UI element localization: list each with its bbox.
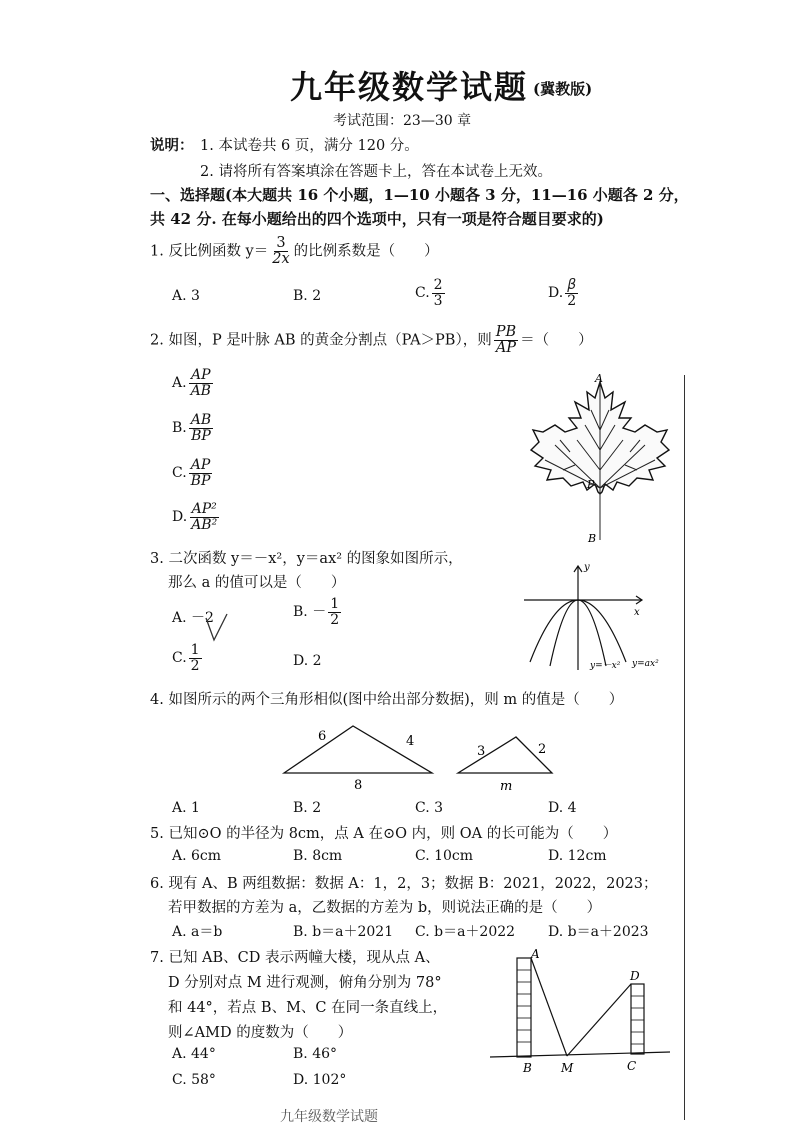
point-label-b: B	[523, 1061, 532, 1075]
exam-title: 九年级数学试题	[290, 68, 529, 106]
question-7-line-2: D 分别对点 M 进行观测，俯角分别为 78°	[168, 975, 442, 991]
question-5: 5. 已知⊙O 的半径为 8cm，点 A 在⊙O 内，则 OA 的长可能为（ ）	[150, 826, 618, 842]
maple-leaf-figure	[525, 370, 675, 555]
q2-option-c: C. $\frac{AP}{BP}$	[172, 457, 211, 489]
q2-option-b: B. $\frac{AB}{BP}$	[172, 412, 212, 444]
question-2	[150, 325, 593, 356]
building-ab-floors	[517, 970, 531, 1042]
note-1: 1. 本试卷共 6 页，满分 120 分。	[200, 138, 419, 154]
question-3-cont: 那么 a 的值可以是（ ）	[168, 575, 346, 591]
section-1-heading-cont: 共 42 分. 在每小题给出的四个选项中，只有一项是符合题目要求的)	[150, 210, 604, 228]
q7-option-d: D. 102°	[293, 1072, 347, 1088]
q1-option-c: C. $\frac{2}{3}$	[415, 277, 443, 309]
sight-line-am	[531, 958, 567, 1056]
q7-option-b: B. 46°	[293, 1046, 338, 1062]
t1-side-4: 4	[406, 734, 415, 749]
q2-option-d: D. $\frac{\text{AP²}}{\text{AB²}}$	[172, 501, 218, 533]
q6-option-c: C. b＝a＋2022	[415, 924, 516, 940]
q3-option-a: A. －2	[172, 610, 214, 626]
q1-stem: 1. 反比例函数 y＝	[150, 243, 269, 260]
building-label-a: A	[531, 947, 540, 961]
q5-option-c: C. 10cm	[415, 848, 474, 864]
building-label-d: D	[630, 969, 640, 983]
buildings-figure	[485, 940, 675, 1075]
building-cd	[631, 984, 644, 1054]
point-label-m: M	[561, 1061, 574, 1075]
curve-label-1: y=－x²	[590, 661, 621, 671]
exam-edition: (冀教版)	[533, 80, 593, 98]
leaf-label-p: P	[587, 478, 595, 491]
leaf-label-b: B	[588, 532, 597, 545]
q4-option-d: D. 4	[548, 800, 577, 816]
exam-scope: 考试范围：23—30 章	[333, 113, 472, 129]
q4-option-c: C. 3	[415, 800, 444, 816]
q4-option-b: B. 2	[293, 800, 322, 816]
question-7-line-4: 则∠AMD 的度数为（ ）	[168, 1025, 353, 1041]
y-axis-label: y	[584, 562, 590, 573]
question-4: 4. 如图所示的两个三角形相似(图中给出部分数据)，则 m 的值是（ ）	[150, 692, 624, 708]
q1-option-a: A. 3	[172, 288, 200, 304]
leaf-label-a: A	[595, 372, 603, 385]
handwritten-check-icon	[203, 612, 231, 644]
building-cd-floors	[631, 996, 644, 1044]
q5-option-a: A. 6cm	[172, 848, 222, 864]
q7-option-a: A. 44°	[172, 1046, 216, 1062]
q7-option-c: C. 58°	[172, 1072, 216, 1088]
page-edge-line	[684, 375, 685, 1120]
q1-option-b: B. 2	[293, 288, 322, 304]
question-6: 6. 现有 A、B 两组数据：数据 A：1，2，3；数据 B：2021，2022，2023；	[150, 876, 658, 892]
q2-stem: 2. 如图，P 是叶脉 AB 的黄金分割点（PA＞PB），则	[150, 332, 492, 349]
section-1-heading: 一、选择题(本大题共 16 个小题，1—10 小题各 3 分，11—16 小题各 2 分，	[150, 186, 689, 204]
q2-stem-end: ＝（ ）	[520, 332, 593, 349]
t2-side-2: 2	[538, 742, 547, 757]
q6-option-b: B. b＝a＋2021	[293, 924, 394, 940]
q3-option-d: D. 2	[293, 653, 322, 669]
q6-option-a: A. a＝b	[172, 924, 223, 940]
q2-fraction: $\frac{PB}{AP}$	[495, 324, 517, 357]
q3-option-c: C. $\frac{1}{2}$	[172, 642, 200, 674]
question-7-line-3: 和 44°，若点 B、M、C 在同一条直线上，	[168, 1000, 448, 1016]
curve-label-2: y=ax²	[632, 659, 659, 669]
question-6-cont: 若甲数据的方差为 a，乙数据的方差为 b，则说法正确的是（ ）	[168, 900, 602, 916]
q6-option-d: D. b＝a＋2023	[548, 924, 649, 940]
q5-option-b: B. 8cm	[293, 848, 343, 864]
t2-side-m: m	[500, 779, 513, 794]
x-axis-label: x	[634, 607, 640, 618]
t1-side-8: 8	[354, 778, 363, 793]
point-label-c: C	[627, 1059, 637, 1073]
q4-option-a: A. 1	[172, 800, 200, 816]
question-1	[150, 236, 439, 267]
sight-line-dm	[567, 984, 631, 1056]
question-3: 3. 二次函数 y＝－x²，y＝ax² 的图象如图所示，	[150, 551, 463, 567]
t1-side-6: 6	[318, 729, 327, 744]
page-footer: 九年级数学试题	[280, 1109, 378, 1125]
question-7: 7. 已知 AB、CD 表示两幢大楼，现从点 A、	[150, 950, 440, 966]
q5-option-d: D. 12cm	[548, 848, 607, 864]
q2-option-a: A. $\frac{AP}{AB}$	[172, 367, 211, 399]
q1-stem-end: 的比例系数是（ ）	[293, 243, 439, 260]
notes-label: 说明：	[150, 137, 194, 154]
parabola-figure	[520, 560, 680, 675]
t2-side-3: 3	[477, 744, 486, 759]
q1-fraction: $\frac{3}{2x}$	[272, 235, 290, 268]
similar-triangles-figure	[280, 718, 570, 796]
q3-option-b: B. － $\frac{1}{2}$	[293, 596, 340, 628]
note-2: 2. 请将所有答案填涂在答题卡上，答在本试卷上无效。	[200, 164, 552, 180]
q1-option-d: D. $\frac{\beta}{2}$	[548, 277, 577, 309]
